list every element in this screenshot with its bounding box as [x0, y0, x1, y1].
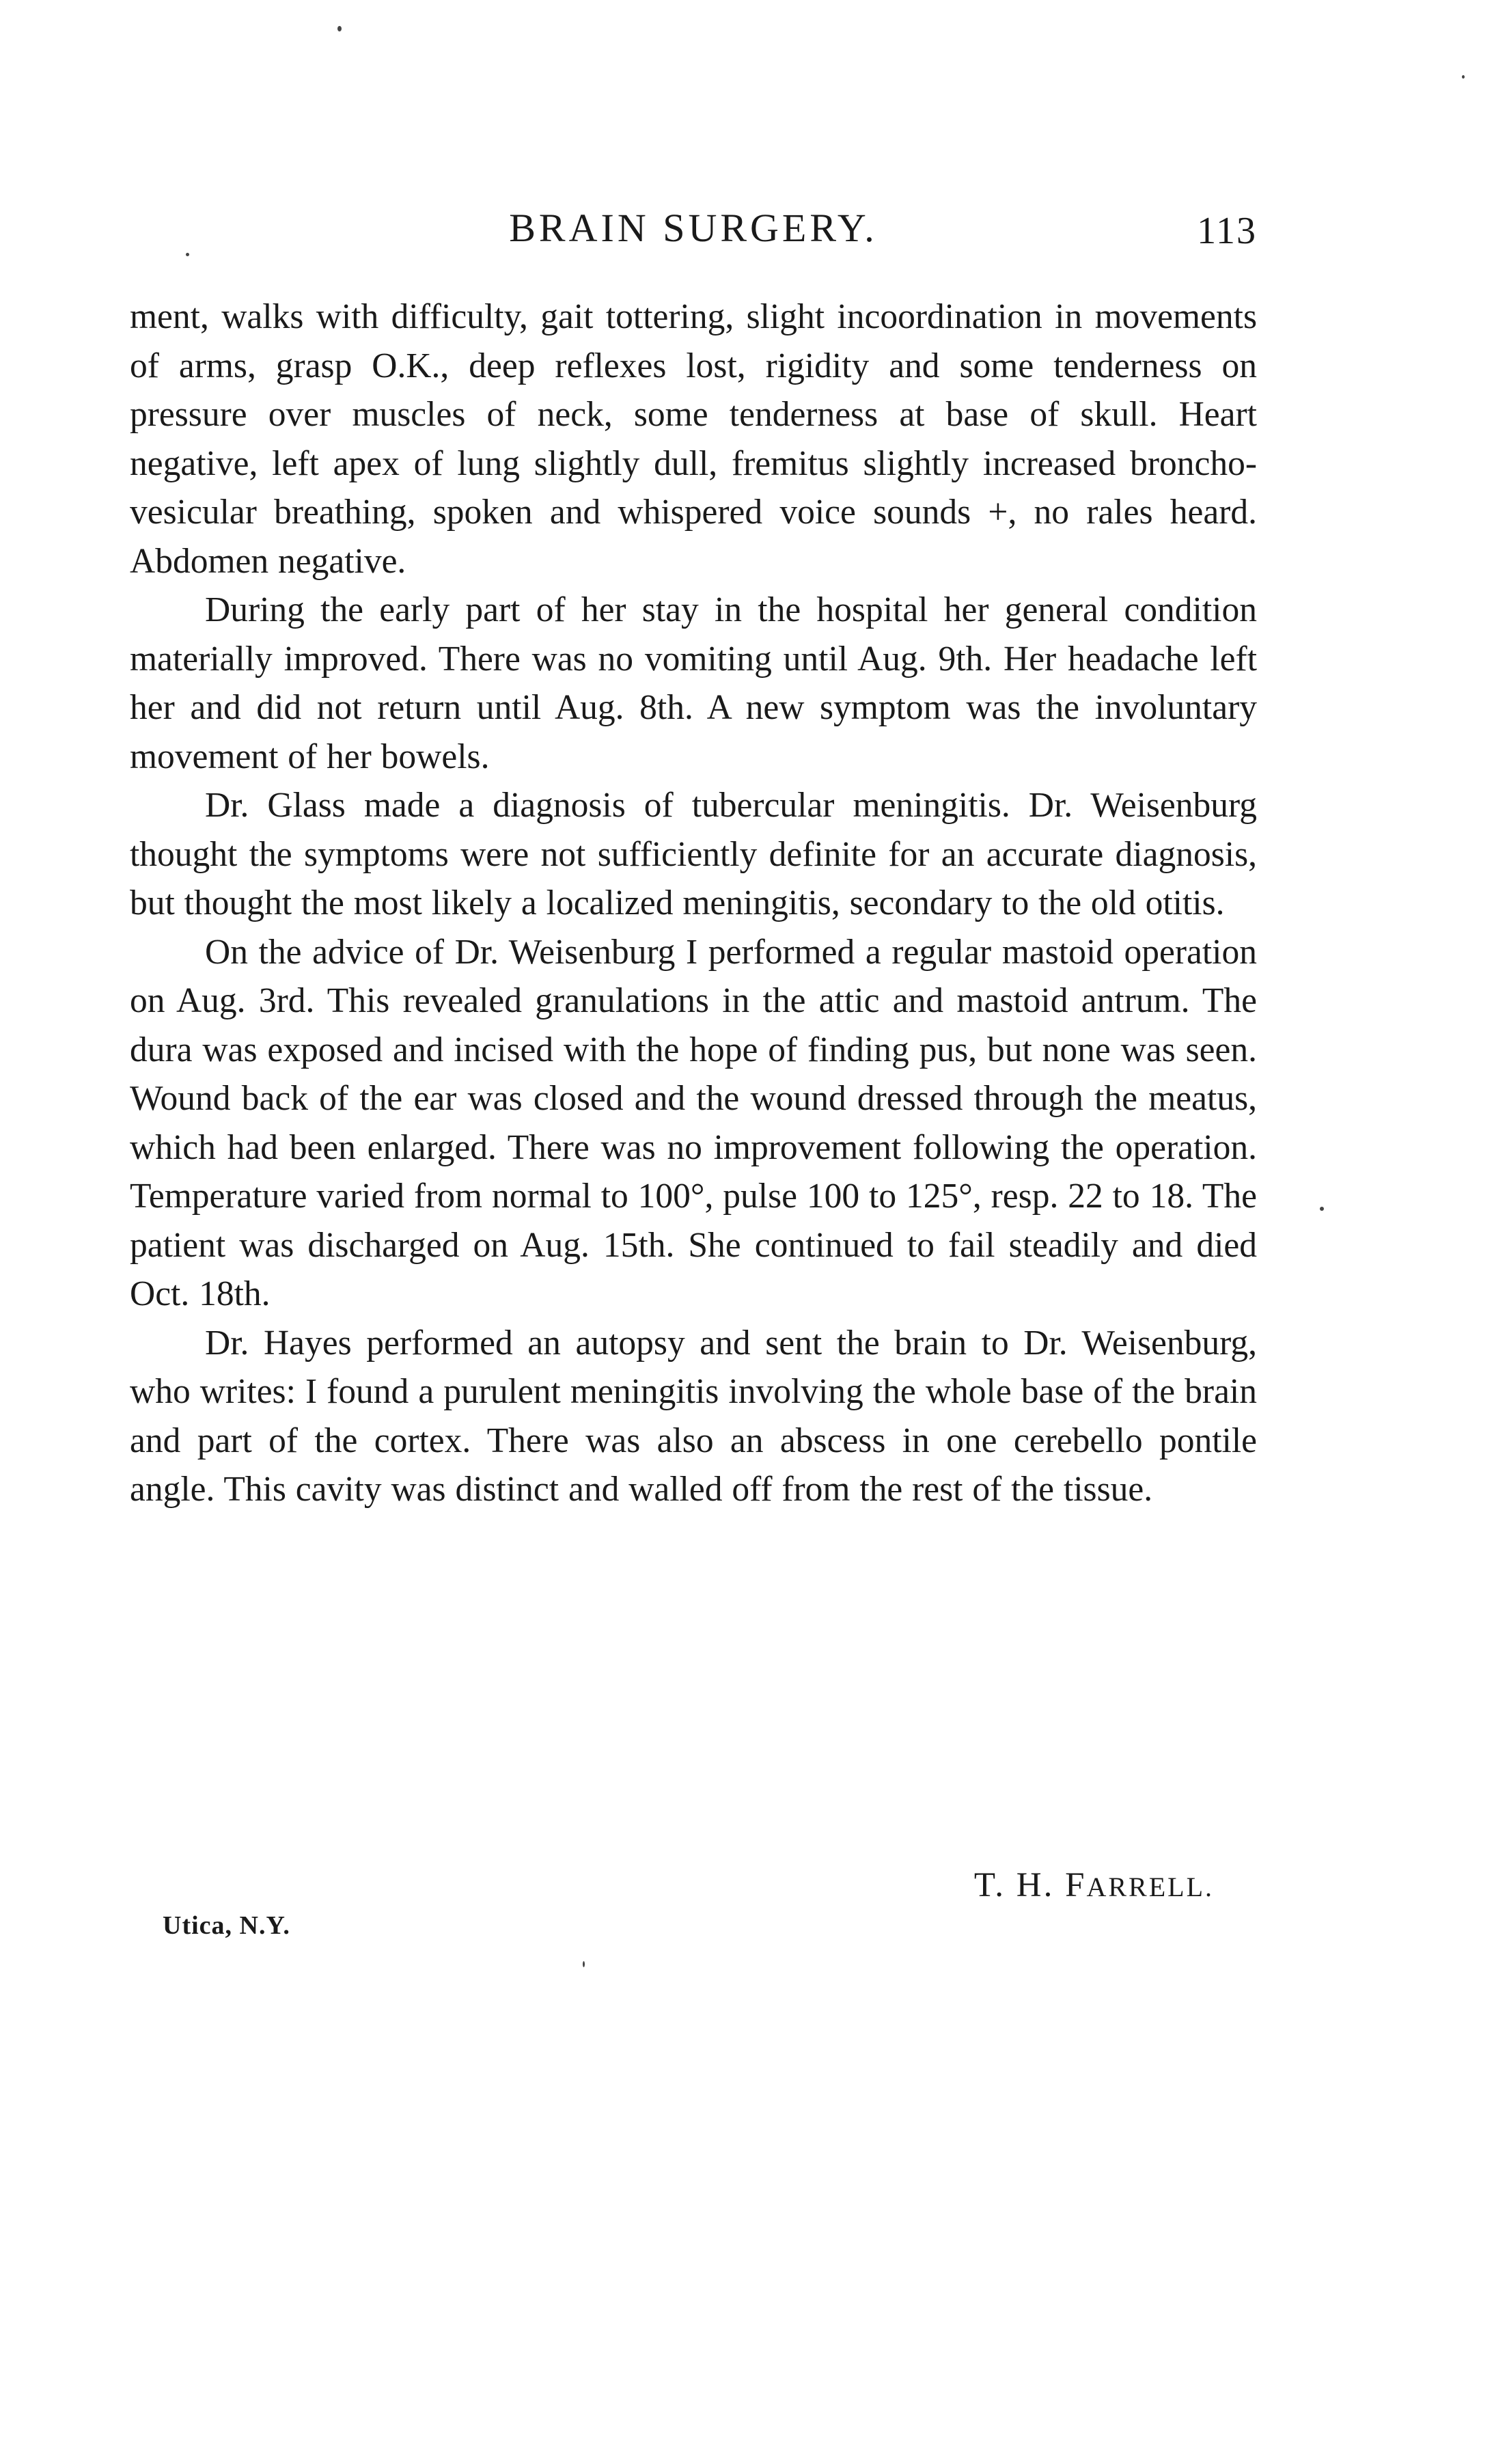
paragraph-autopsy: Dr. Hayes performed an autopsy and sent the brain to Dr. Weisenburg, who writes: I found a purulent meningitis involving the whole base of the brain and part of the cortex. There was also an abscess in one cerebello pontile angle. This cavity was distinct and walled off from the rest of the tissue.	[130, 1323, 1257, 1509]
signature-surname: ARRELL.	[1086, 1872, 1214, 1902]
place-line: Utica, N.Y.	[163, 1911, 290, 1940]
signature-initials: T. H. F	[973, 1866, 1087, 1904]
paragraph-operation: On the advice of Dr. Weisenburg I performed a regular mastoid operation on Aug. 3rd. This revealed granulations in the attic and mastoid antrum. The dura was exposed and incised with the hope of finding pus, but none was seen. Wound back of the ear was closed and the wound dressed through the meatus, which had been enlarged. There was no improvement following the operation. Temperature varied from normal to 100°, pulse 100 to 125°, resp. 22 to 18. The patient was discharged on Aug. 15th. She continued to fail steadily and died Oct. 18th.	[130, 932, 1257, 1313]
paragraph-diagnosis: Dr. Glass made a diagnosis of tubercular meningitis. Dr. Weisenburg thought the symptoms were not sufficiently definite for an accurate diagnosis, but thought the most likely a localized meningitis, secondary to the old otitis.	[130, 786, 1257, 922]
scan-speck	[583, 1961, 585, 1967]
page-number: 113	[1197, 210, 1257, 252]
paragraph-hospital-stay: During the early part of her stay in the hospital her general condition materially improved. There was no vomiting until Aug. 9th. Her headache left her and did not return until Aug. 8th. A new symptom was the involuntary movement of her bowels.	[130, 590, 1257, 776]
running-head: BRAIN SURGERY.	[509, 206, 878, 250]
scan-speck	[1320, 1207, 1324, 1211]
page-header	[130, 205, 1257, 260]
author-signature	[974, 1865, 1214, 1905]
scan-speck	[1462, 75, 1465, 79]
article-body	[130, 292, 1257, 1514]
paragraph-continued: ment, walks with difficulty, gait tottering, slight incoordination in movements of arms, grasp O.K., deep reflexes lost, rigidity and some tenderness on pressure over muscles of neck, some tenderness at base of skull. Heart negative, left apex of lung slightly dull, fremitus slightly increased broncho-vesicular breathing, spoken and whispered voice sounds +, no rales heard. Abdomen negative.	[130, 297, 1257, 581]
scan-speck	[186, 253, 189, 256]
scan-speck	[337, 26, 342, 31]
